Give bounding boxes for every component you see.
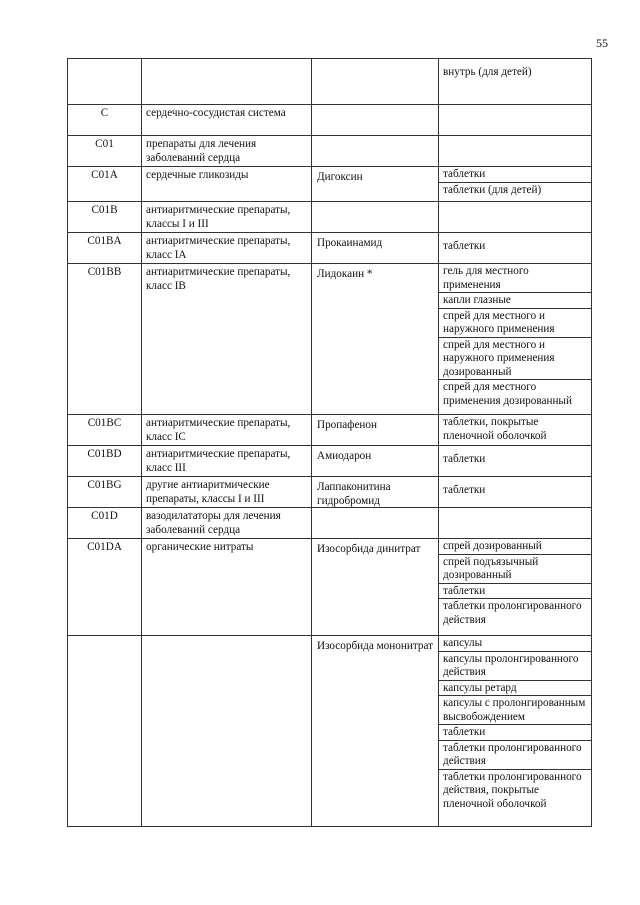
table-row [67, 476, 592, 507]
dosage-forms-cell [439, 264, 591, 414]
dosage-form-item [439, 202, 591, 203]
atc-code-cell: C01A [68, 167, 142, 201]
dosage-forms-cell [439, 202, 591, 232]
table-row [67, 263, 592, 414]
drug-name-cell: Лаппаконитина гидробромид [312, 477, 439, 507]
dosage-form-item: спрей для местного применения дозированный [439, 379, 591, 408]
table-row [67, 507, 592, 538]
drug-classification-table [67, 58, 592, 827]
atc-code-cell: C01BA [68, 233, 142, 263]
drug-name-cell [312, 59, 439, 104]
atc-group-name-cell [142, 636, 312, 826]
atc-group-name-cell: антиаритмические препараты, класс IB [142, 264, 312, 414]
dosage-form-item: спрей подъязычный дозированный [439, 554, 591, 583]
atc-group-name-cell: антиаритмические препараты, класс III [142, 446, 312, 476]
dosage-forms-cell [439, 636, 591, 826]
table-row [67, 58, 592, 104]
table-row [67, 538, 592, 635]
dosage-form-item: таблетки [443, 240, 486, 252]
drug-name-cell: Дигоксин [312, 167, 439, 201]
drug-name-cell [312, 136, 439, 166]
atc-code-cell: C01BG [68, 477, 142, 507]
dosage-form-item: капсулы пролонгированного действия [439, 651, 591, 680]
page-number: 55 [596, 36, 608, 50]
atc-code-cell: C [68, 105, 142, 135]
atc-group-name-cell: антиаритмические препараты, класс IC [142, 415, 312, 445]
dosage-form-item: таблетки [443, 484, 486, 496]
dosage-forms-cell [439, 105, 591, 135]
atc-code-cell: C01D [68, 508, 142, 538]
dosage-form-item [439, 105, 591, 106]
atc-code-cell [68, 59, 142, 104]
dosage-form-item: таблетки [439, 583, 591, 599]
table-row [67, 445, 592, 476]
dosage-form-item: таблетки [443, 168, 486, 180]
dosage-form-item: спрей для местного и наружного применения дозированный [439, 337, 591, 380]
drug-name-cell: Лидокаин * [312, 264, 439, 414]
drug-name-cell [312, 508, 439, 538]
table-row [67, 414, 592, 445]
dosage-forms-cell [439, 477, 591, 507]
dosage-forms-cell [439, 539, 591, 635]
dosage-forms-cell [439, 508, 591, 538]
dosage-form-item: таблетки пролонгированного действия [439, 598, 591, 627]
table-row [67, 135, 592, 166]
atc-group-name-cell: антиаритмические препараты, класс IA [142, 233, 312, 263]
dosage-form-item: таблетки пролонгированного действия [439, 740, 591, 769]
dosage-form-item: спрей дозированный [443, 540, 542, 552]
drug-name-cell: Прокаинамид [312, 233, 439, 263]
table-row [67, 104, 592, 135]
dosage-forms-cell [439, 233, 591, 263]
dosage-form-item [439, 136, 591, 137]
table-row [67, 635, 592, 827]
dosage-form-item [439, 508, 591, 509]
atc-group-name-cell: антиаритмические препараты, классы I и III [142, 202, 312, 232]
atc-group-name-cell: сердечные гликозиды [142, 167, 312, 201]
table-row [67, 166, 592, 201]
atc-group-name-cell: сердечно-сосудистая система [142, 105, 312, 135]
atc-group-name-cell: препараты для лечения заболеваний сердца [142, 136, 312, 166]
atc-code-cell [68, 636, 142, 826]
atc-group-name-cell: органические нитраты [142, 539, 312, 635]
atc-code-cell: C01BB [68, 264, 142, 414]
atc-code-cell: C01B [68, 202, 142, 232]
table-row [67, 232, 592, 263]
dosage-forms-cell [439, 446, 591, 476]
drug-name-cell: Амиодарон [312, 446, 439, 476]
atc-code-cell: C01BD [68, 446, 142, 476]
dosage-form-item: таблетки [443, 453, 486, 465]
dosage-form-item: капсулы ретард [439, 680, 591, 696]
drug-name-cell [312, 105, 439, 135]
drug-name-cell: Изосорбида динитрат [312, 539, 439, 635]
dosage-form-item: гель для местного применения [443, 265, 529, 291]
atc-group-name-cell [142, 59, 312, 104]
atc-group-name-cell: вазодилататоры для лечения заболеваний сердца [142, 508, 312, 538]
drug-name-cell [312, 202, 439, 232]
atc-group-name-cell: другие антиаритмические препараты, классы I и III [142, 477, 312, 507]
dosage-form-item: спрей для местного и наружного применения [439, 308, 591, 337]
dosage-form-item: таблетки пролонгированного действия, покрытые пленочной оболочкой [439, 769, 591, 812]
atc-code-cell: C01DA [68, 539, 142, 635]
atc-code-cell: C01BC [68, 415, 142, 445]
atc-code-cell: C01 [68, 136, 142, 166]
table-row [67, 201, 592, 232]
dosage-forms-cell [439, 136, 591, 166]
drug-name-cell: Пропафенон [312, 415, 439, 445]
dosage-form-item: капсулы с пролонгированным высвобождением [439, 695, 591, 724]
dosage-forms-cell [439, 59, 591, 104]
dosage-forms-cell [439, 415, 591, 445]
dosage-forms-cell [439, 167, 591, 201]
dosage-form-item: таблетки, покрытые пленочной оболочкой [443, 416, 547, 442]
dosage-form-item: таблетки (для детей) [439, 182, 591, 198]
drug-name-cell: Изосорбида мононитрат [312, 636, 439, 826]
dosage-form-item: внутрь (для детей) [443, 66, 532, 78]
dosage-form-item: капсулы [443, 637, 483, 649]
dosage-form-item: капли глазные [439, 292, 591, 308]
dosage-form-item: таблетки [439, 724, 591, 740]
